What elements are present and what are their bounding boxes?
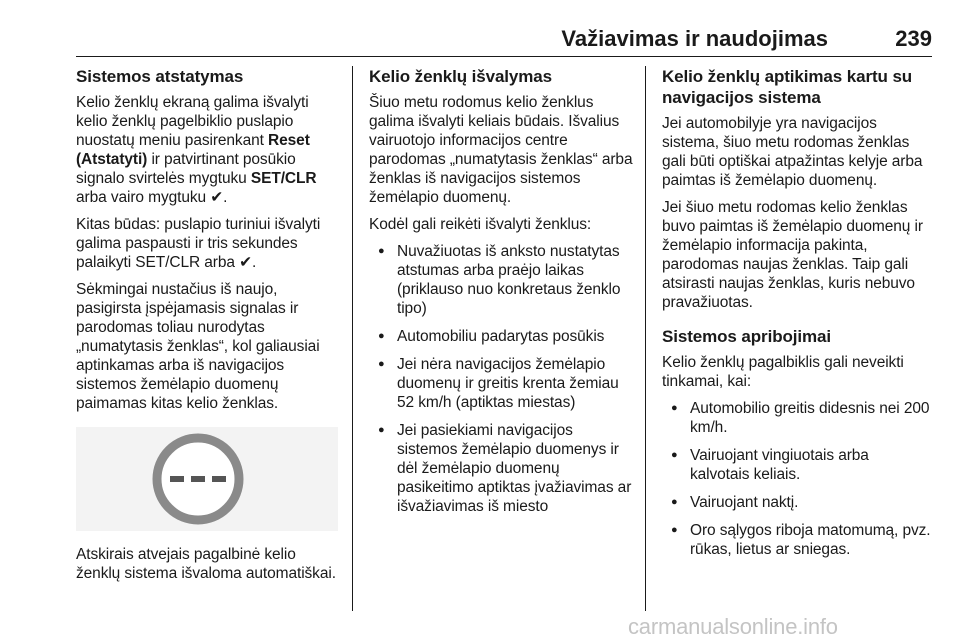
list-item: ● Automobilio greitis didesnis nei 200 km/h. xyxy=(668,399,932,437)
column-divider xyxy=(352,66,353,611)
paragraph: Jei automobilyje yra navigacijos sistema, šiuo metu rodomas ženklas gali būti optiškai atpažintas kelyje arba paimtas iš žemėlapio duomenų. xyxy=(662,115,923,189)
paragraph: Jei šiuo metu rodomas kelio ženklas buvo paimtas iš žemėlapio duomenų ir žemėlapio informacija pakinta, parodomas naujas ženklas. Taip gali atsirasti naujas ženklas, kuris nebuvo pravažiuotas. xyxy=(662,199,923,311)
bold-term: Reset (Atstatyti) xyxy=(76,132,310,168)
paragraph: Sėkmingai nustačius iš naujo, pasigirsta įspėjamasis signalas ir parodomas toliau nurodytas „numatytasis ženklas“, kol galiausiai aptinkamas arba iš navigacijos sistemos žemėlapio duomenų paimamas kitas kelio ženklas. xyxy=(76,281,320,412)
column-3 xyxy=(662,66,932,568)
section-title: Važiavimas ir naudojimas xyxy=(561,26,828,51)
page-number: 239 xyxy=(895,26,932,51)
heading-sign-clearing: Kelio ženklų išvalymas xyxy=(369,67,552,86)
list-item: ● Vairuojant naktį. xyxy=(668,493,932,512)
list-item: ● Oro sąlygos riboja matomumą, pvz. rūkas, lietus ar sniegas. xyxy=(668,521,932,559)
default-sign-icon xyxy=(76,427,338,531)
list-item: ● Jei nėra navigacijos žemėlapio duomenų ir greitis krenta žemiau 52 km/h (aptiktas miestas) xyxy=(375,355,633,412)
paragraph: Kitas būdas: puslapio turiniui išvalyti galima paspausti ir tris sekundes palaikyti SET/CLR arba ✔. xyxy=(76,216,321,271)
watermark: carmanualsonline.info xyxy=(628,614,838,639)
paragraph: Šiuo metu rodomus kelio ženklus galima išvalyti keliais būdais. Išvalius vairuotojo informacijos centre parodomas „numatytasis ženklas“ arba ženklas iš navigacijos sistemos žemėlapio duomenų. xyxy=(369,94,633,206)
paragraph: Kelio ženklų pagalbiklis gali neveikti tinkamai, kai: xyxy=(662,354,904,390)
bold-term: SET/CLR xyxy=(250,170,317,187)
bullet-list xyxy=(369,242,633,516)
list-item: ● Automobiliu padarytas posūkis xyxy=(375,327,633,346)
heading-system-reset: Sistemos atstatymas xyxy=(76,67,244,86)
default-sign-figure xyxy=(76,427,338,531)
text-run: ir patvirtinant posūkio signalo svirtelės mygtuku xyxy=(76,151,296,187)
heading-system-limitations: Sistemos apribojimai xyxy=(662,327,831,346)
bullet-list xyxy=(662,399,932,559)
heading-navigation-detection: Kelio ženklų aptikimas kartu su navigacijos sistema xyxy=(662,67,913,107)
column-2 xyxy=(369,66,633,525)
paragraph xyxy=(76,93,338,207)
page-header xyxy=(76,26,932,56)
text-run: Kelio ženklų ekraną galima išvalyti kelio ženklų pagelbiklio puslapio nuostatų meniu pasirenkant xyxy=(76,94,309,149)
list-item: ● Nuvažiuotas iš anksto nustatytas atstumas arba praėjo laikas (priklauso nuo konkretaus ženklo tipo) xyxy=(375,242,633,318)
column-1 xyxy=(76,66,338,591)
list-item: ● Jei pasiekiami navigacijos sistemos žemėlapio duomenys ir dėl žemėlapio duomenų pasikeitimo aptiktas įvažiavimas ar išvažiavimas iš miesto xyxy=(375,421,633,516)
text-run: arba vairo mygtuku ✔. xyxy=(76,189,228,206)
paragraph: Atskirais atvejais pagalbinė kelio ženklų sistema išvaloma automatiškai. xyxy=(76,546,336,582)
header-rule xyxy=(76,56,932,57)
paragraph: Kodėl gali reikėti išvalyti ženklus: xyxy=(369,216,592,233)
list-item: ● Vairuojant vingiuotais arba kalvotais keliais. xyxy=(668,446,932,484)
column-divider xyxy=(645,66,646,611)
